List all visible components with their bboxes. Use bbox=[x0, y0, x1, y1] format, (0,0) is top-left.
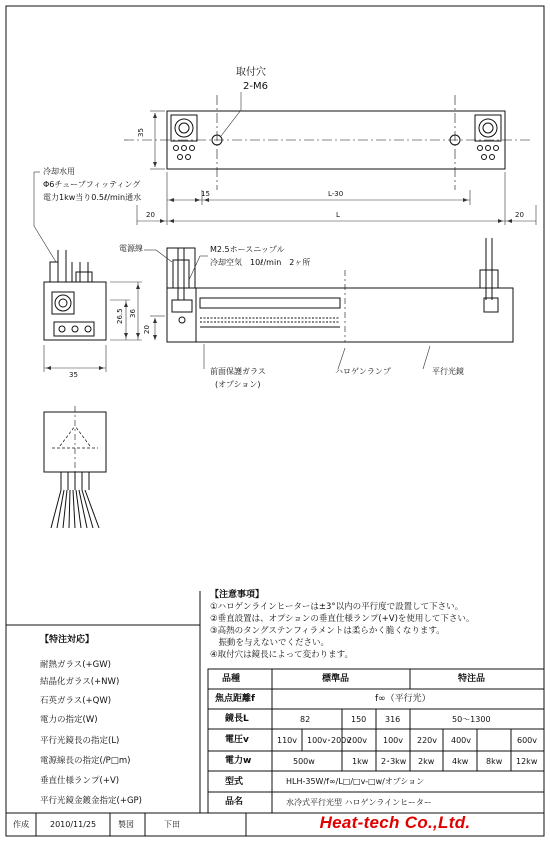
spec-power-cell: 2kw bbox=[418, 757, 435, 766]
company-logo: Heat-tech Co.,Ltd. bbox=[319, 813, 471, 832]
dim-20-side: 20 bbox=[143, 325, 151, 334]
spec-model-value: HLH-35W/f∞/L□/□v-□w/オプション bbox=[286, 777, 425, 786]
special-item: 垂直仕様ランプ(+V) bbox=[40, 776, 120, 786]
note-line: ②垂直設置は、オプションの垂直仕様ランプ(+V)を使用して下さい。 bbox=[210, 614, 475, 624]
note-line: ①ハロゲンラインヒーターは±3°以内の平行度で設置して下さい。 bbox=[210, 602, 464, 612]
spec-header-label: 品種 bbox=[222, 674, 241, 684]
note-line: ③高熱のタングステンフィラメントは柔らかく脆くなります。 bbox=[210, 626, 445, 636]
spec-voltage-cell: 220v bbox=[417, 736, 438, 745]
section-view bbox=[44, 406, 106, 528]
sheet-border bbox=[6, 6, 544, 836]
power-cable-label: 電源線 bbox=[119, 244, 143, 253]
dim-l30: L-30 bbox=[328, 190, 344, 198]
reflector-label: 平行光鏡 bbox=[432, 367, 464, 376]
special-item: 電源線長の指定(/P□m) bbox=[40, 756, 131, 766]
spec-header-standard: 標準品 bbox=[322, 674, 350, 684]
dim-15: 15 bbox=[201, 190, 210, 198]
spec-power-cell: 1kw bbox=[352, 757, 369, 766]
spec-length-cell: 150 bbox=[351, 715, 367, 724]
special-item: 石英ガラス(+QW) bbox=[40, 696, 112, 706]
end-view bbox=[44, 250, 106, 340]
front-glass-line2: (オプション) bbox=[215, 380, 261, 389]
spec-power-cell: 8kw bbox=[486, 757, 503, 766]
spec-header-special: 特注品 bbox=[458, 674, 486, 684]
spec-length-cell: 82 bbox=[300, 715, 311, 724]
dim-20-left: 20 bbox=[146, 211, 155, 219]
spec-length-cell: 316 bbox=[385, 715, 401, 724]
halogen-lamp-tube bbox=[200, 298, 340, 308]
side-view-body bbox=[167, 288, 513, 342]
mount-hole-title: 取付穴 bbox=[236, 67, 266, 78]
spec-focal-value: f∞（平行光） bbox=[375, 694, 431, 704]
special-item: 電力の指定(W) bbox=[40, 715, 98, 725]
end-view-body bbox=[44, 282, 106, 340]
spec-voltage-cell: 200v bbox=[347, 736, 368, 745]
halogen-lamp-label: ハロゲンランプ bbox=[335, 367, 391, 376]
special-item: 平行光鏡長の指定(L) bbox=[40, 736, 120, 746]
cooling-water-line2: Φ6チューブフィッティング bbox=[43, 180, 141, 189]
special-item: 平行光鏡金鍍金指定(+GP) bbox=[40, 796, 142, 806]
note-line: 振動を与えないでください。 bbox=[210, 638, 330, 648]
spec-length-special: 50～1300 bbox=[452, 715, 491, 724]
spec-focal-label: 焦点距離f bbox=[215, 694, 255, 704]
mount-hole-spec: 2-M6 bbox=[243, 81, 268, 92]
spec-voltage-cell: 400v bbox=[451, 736, 472, 745]
spec-voltage-cell: 100v bbox=[383, 736, 404, 745]
top-view bbox=[124, 95, 530, 190]
cooling-water-line1: 冷却水用 bbox=[43, 167, 75, 176]
created-label: 作成 bbox=[13, 820, 29, 829]
note-line: ④取付穴は鏡長によって変わります。 bbox=[210, 650, 353, 660]
spec-power-cell: 500w bbox=[293, 757, 315, 766]
front-glass-line1: 前面保護ガラス bbox=[210, 367, 266, 376]
dim-36: 36 bbox=[129, 309, 137, 318]
hose-line2: 冷却空気 10ℓ/min 2ヶ所 bbox=[210, 258, 311, 267]
spec-product-value: 水冷式平行光型 ハロゲンラインヒーター bbox=[286, 798, 432, 807]
drawn-label: 製図 bbox=[118, 820, 134, 829]
spec-power-cell: 4kw bbox=[452, 757, 469, 766]
hose-line1: M2.5ホースニップル bbox=[210, 245, 285, 254]
special-title: 【特注対応】 bbox=[40, 635, 95, 645]
drafter-name: 下田 bbox=[164, 820, 180, 829]
spec-voltage-label: 電圧v bbox=[225, 735, 249, 745]
dim-26-5: 26.5 bbox=[116, 308, 124, 324]
dim-35-end: 35 bbox=[69, 371, 78, 379]
spec-model-label: 型式 bbox=[225, 777, 244, 787]
spec-power-cell: 12kw bbox=[516, 757, 538, 766]
spec-power-cell: 2･3kw bbox=[381, 757, 407, 766]
dim-height: 35 bbox=[137, 128, 145, 137]
notes-title: 【注意事項】 bbox=[210, 590, 265, 600]
spec-product-label: 品名 bbox=[225, 797, 244, 807]
created-date: 2010/11/25 bbox=[50, 820, 97, 829]
dim-l: L bbox=[336, 211, 340, 219]
cooling-water-line3: 電力1kw当り0.5ℓ/min通水 bbox=[43, 193, 142, 202]
spec-voltage-cell: 110v bbox=[277, 736, 298, 745]
spec-power-label: 電力w bbox=[225, 756, 252, 766]
dim-20-right: 20 bbox=[515, 211, 524, 219]
spec-voltage-cell: 600v bbox=[517, 736, 538, 745]
special-item: 結晶化ガラス(+NW) bbox=[40, 677, 120, 687]
spec-voltage-cell: 100v･200v bbox=[307, 736, 352, 745]
special-item: 耐熱ガラス(+GW) bbox=[40, 660, 111, 670]
spec-length-label: 鏡長L bbox=[225, 714, 249, 724]
